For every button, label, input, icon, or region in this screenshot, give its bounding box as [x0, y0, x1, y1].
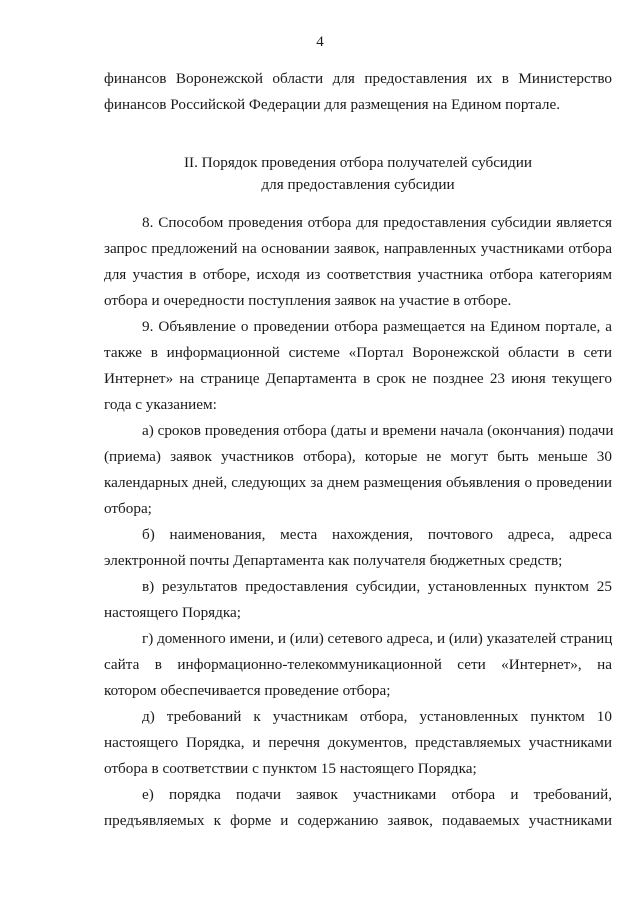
text-line: сайта в информационно-телекоммуникационной сети «Интернет», на	[104, 656, 612, 673]
text-line: настоящего Порядка, и перечня документов, представляемых участниками	[104, 734, 612, 751]
text-line: а) сроков проведения отбора (даты и времени начала (окончания) подачи	[142, 422, 614, 439]
text-line: Интернет» на странице Департамента в срок не позднее 23 июня текущего	[104, 370, 612, 387]
main-body-text	[104, 210, 612, 834]
text-line: (приема) заявок участников отбора), которые не могут быть меньше 30	[104, 448, 612, 465]
heading-line: для предоставления субсидии	[261, 176, 455, 193]
text-line: предъявляемых к форме и содержанию заявок, подаваемых участниками	[104, 812, 612, 829]
text-line: 8. Способом проведения отбора для предоставления субсидии является	[142, 214, 612, 231]
text-line: года с указанием:	[104, 396, 217, 413]
text-line: 9. Объявление о проведении отбора размещается на Едином портале, а	[142, 318, 612, 335]
text-line: е) порядка подачи заявок участниками отбора и требований,	[142, 786, 612, 803]
text-line: электронной почты Департамента как получателя бюджетных средств;	[104, 552, 563, 569]
text-line: запрос предложений на основании заявок, направленных участниками отбора	[104, 240, 612, 257]
text-line: отбора в соответствии с пунктом 15 настоящего Порядка;	[104, 760, 477, 777]
text-line: в) результатов предоставления субсидии, установленных пунктом 25	[142, 578, 612, 595]
text-line: г) доменного имени, и (или) сетевого адреса, и (или) указателей страниц	[142, 630, 613, 647]
text-line: котором обеспечивается проведение отбора;	[104, 682, 391, 699]
text-line: финансов Воронежской области для предоставления их в Министерство	[104, 70, 612, 87]
text-line: отбора;	[104, 500, 152, 517]
section-heading	[104, 152, 612, 196]
heading-line: II. Порядок проведения отбора получателей субсидии	[183, 154, 533, 171]
text-line: финансов Российской Федерации для размещения на Едином портале.	[104, 96, 561, 113]
page-number: 4	[316, 34, 324, 50]
text-line: для участия в отборе, исходя из соответствия участника отбора категориям	[104, 266, 612, 283]
text-line: отбора и очередности поступления заявок на участие в отборе.	[104, 292, 512, 309]
text-line: настоящего Порядка;	[104, 604, 241, 621]
text-line: б) наименования, места нахождения, почтового адреса, адреса	[142, 526, 612, 543]
text-line: д) требований к участникам отбора, установленных пунктом 10	[142, 708, 612, 725]
intro-paragraph	[104, 66, 612, 118]
text-line: также в информационной системе «Портал Воронежской области в сети	[104, 344, 612, 361]
text-line: календарных дней, следующих за днем размещения объявления о проведении	[104, 474, 612, 491]
